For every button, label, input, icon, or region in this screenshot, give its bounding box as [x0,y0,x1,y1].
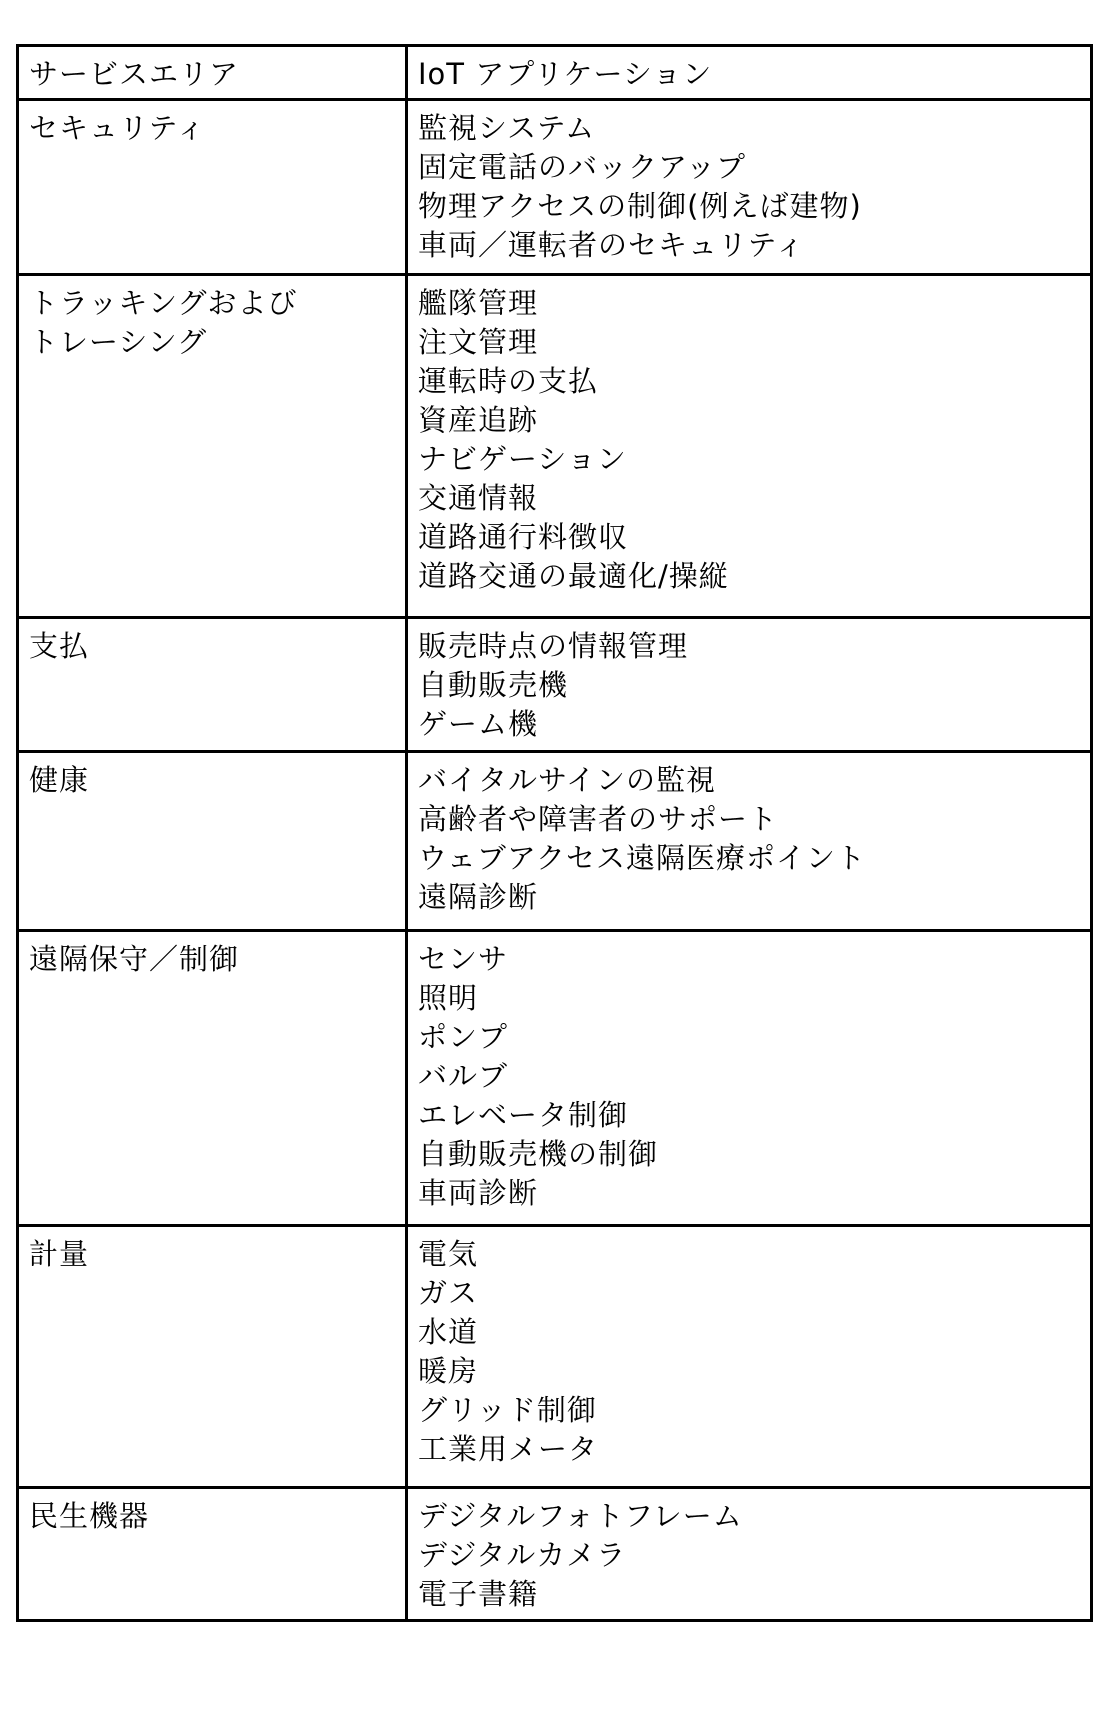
application-item: 自動販売機の制御 [418,1135,1080,1174]
application-item: 車両診断 [418,1174,1080,1213]
application-item: 工業用メータ [418,1430,1080,1469]
service-area-label: トレーシング [29,323,395,362]
application-item: ナビゲーション [418,440,1080,479]
applications-cell [407,1488,1092,1621]
table-row [18,1488,1092,1621]
application-item: センサ [418,940,1080,979]
table-row [18,931,1092,1226]
application-item: 高齢者や障害者のサポート [418,800,1080,839]
table-row [18,752,1092,931]
application-item: 自動販売機 [418,666,1080,705]
table-row [18,618,1092,752]
application-item: 艦隊管理 [418,284,1080,323]
application-item: ガス [418,1274,1080,1313]
service-area-cell [18,275,407,618]
service-area-cell [18,1488,407,1621]
applications-cell [407,618,1092,752]
application-item: バルブ [418,1057,1080,1096]
application-item: 資産追跡 [418,401,1080,440]
table-row [18,1226,1092,1488]
application-item: デジタルフォトフレーム [418,1497,1080,1536]
service-area-label: 健康 [29,761,395,800]
application-item: 交通情報 [418,479,1080,518]
application-item: 監視システム [418,109,1080,148]
service-area-cell [18,752,407,931]
application-item: 運転時の支払 [418,362,1080,401]
service-area-label: トラッキングおよび [29,284,395,323]
application-item: 電気 [418,1235,1080,1274]
application-item: エレベータ制御 [418,1096,1080,1135]
application-item: 遠隔診断 [418,878,1080,917]
application-item: ゲーム機 [418,705,1080,744]
application-item: 固定電話のバックアップ [418,148,1080,187]
header-iot-application: IoT アプリケーション [407,46,1092,100]
table-row [18,275,1092,618]
service-area-label: 支払 [29,627,395,666]
service-area-cell [18,1226,407,1488]
application-item: ポンプ [418,1018,1080,1057]
application-item: 販売時点の情報管理 [418,627,1080,666]
iot-service-table [16,44,1093,1622]
application-item: 道路交通の最適化/操縦 [418,557,1080,596]
application-item: グリッド制御 [418,1391,1080,1430]
application-item: 電子書籍 [418,1575,1080,1614]
applications-cell [407,100,1092,275]
application-item: 物理アクセスの制御(例えば建物) [418,187,1080,226]
application-item: 照明 [418,979,1080,1018]
applications-cell [407,752,1092,931]
service-area-cell [18,100,407,275]
service-area-label: セキュリティ [29,109,395,148]
application-item: 道路通行料徴収 [418,518,1080,557]
service-area-cell [18,931,407,1226]
service-area-cell [18,618,407,752]
applications-cell [407,275,1092,618]
header-row [18,46,1092,100]
application-item: 注文管理 [418,323,1080,362]
application-item: 車両／運転者のセキュリティ [418,226,1080,265]
service-area-label: 遠隔保守／制御 [29,940,395,979]
service-area-label: 民生機器 [29,1497,395,1536]
application-item: バイタルサインの監視 [418,761,1080,800]
application-item: デジタルカメラ [418,1536,1080,1575]
application-item: ウェブアクセス遠隔医療ポイント [418,839,1080,878]
applications-cell [407,931,1092,1226]
applications-cell [407,1226,1092,1488]
table-row [18,100,1092,275]
application-item: 暖房 [418,1352,1080,1391]
header-service-area: サービスエリア [18,46,407,100]
service-area-label: 計量 [29,1235,395,1274]
application-item: 水道 [418,1313,1080,1352]
